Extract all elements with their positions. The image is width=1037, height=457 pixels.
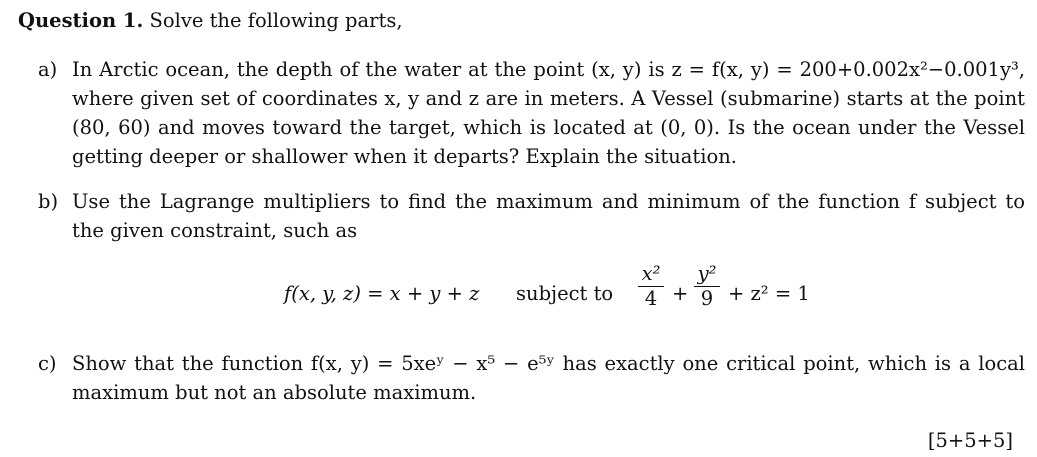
part-c-line-1: Show that the function f(x, y) = 5xeʸ − x⁵ − e⁵ʸ has exactly one critical point, which is a local [72, 352, 1025, 375]
plus-sign: + [672, 282, 689, 305]
question-number: Question 1. [18, 9, 144, 32]
part-c-label: c) [38, 352, 57, 375]
part-a-label: a) [38, 58, 58, 81]
marks-allocation: [5+5+5] [927, 429, 1013, 452]
constraint-tail: + z² = 1 [728, 282, 810, 305]
question-instruction: Solve the following parts, [149, 9, 403, 32]
question-heading [18, 9, 403, 32]
fraction-y-denominator: 9 [700, 287, 714, 310]
fraction-x-over-4 [638, 262, 664, 311]
objective-function: f(x, y, z) = x + y + z [284, 282, 480, 305]
part-a-line-2: where given set of coordinates x, y and z are in meters. A Vessel (submarine) starts at the point [72, 87, 1025, 110]
subject-to-text: subject to [516, 282, 614, 305]
part-b-label: b) [38, 190, 59, 213]
part-a-line-4: getting deeper or shallower when it departs? Explain the situation. [72, 145, 737, 168]
fraction-x-numerator: x² [641, 262, 661, 285]
part-a-line-3: (80, 60) and moves toward the target, which is located at (0, 0). Is the ocean under the Vessel [72, 116, 1025, 139]
part-a-line-1: In Arctic ocean, the depth of the water at the point (x, y) is z = f(x, y) = 200+0.002x²−0.001y³, [72, 58, 1025, 81]
part-b-line-2: the given constraint, such as [72, 219, 358, 242]
fraction-y-numerator: y² [697, 262, 717, 285]
part-c-line-2: maximum but not an absolute maximum. [72, 381, 477, 404]
part-b-line-1: Use the Lagrange multipliers to find the maximum and minimum of the function f subject to [72, 190, 1025, 213]
fraction-x-denominator: 4 [644, 287, 658, 310]
fraction-y-over-9 [694, 262, 720, 311]
